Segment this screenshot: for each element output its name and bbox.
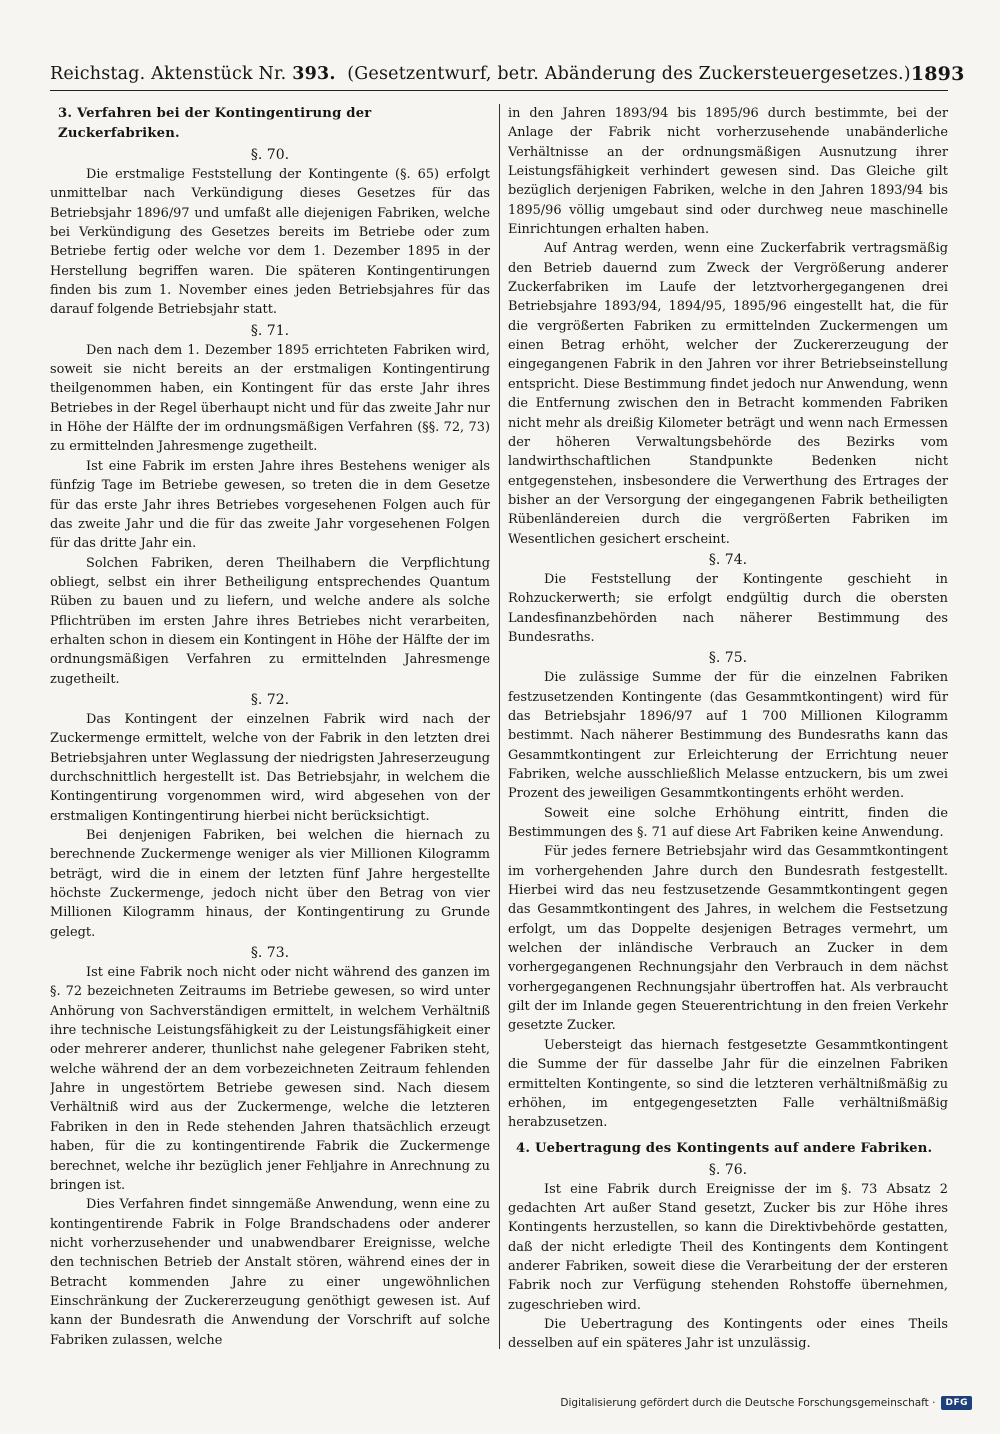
paragraph-number: §. 76. [708, 1161, 748, 1178]
paragraph-text: Ist eine Fabrik im ersten Jahre ihres Bestehens weniger als fünfzig Tage im Betriebe gewesen, so treten die in dem Gesetze für das erste Jahr ihres Betriebes vorgesehenen Folgen auch für das zweite Jahr und die für das zweite Jahr vorgesehenen Folgen für das dritte Jahr ein. [50, 458, 490, 552]
header-subject: (Gesetzentwurf, betr. Abänderung des Zuckersteuergesetzes.) [347, 64, 911, 84]
paragraph-number: §. 74. [708, 551, 748, 568]
document-number: 393. [292, 64, 336, 84]
paragraph-text: Ist eine Fabrik noch nicht oder nicht während des ganzen im §. 72 bezeichneten Zeitraums im Betriebe gewesen, so wird unter Anhörung von Sachverständigen ermittelt, in welchem Verhältniß ihre technische Leistungsfähigkeit zu der Leistungsfähigkeit einer oder mehrerer anderer, thunlichst nahe gelegener Fabriken steht, welche während der an dem vorbezeichneten Zeitraum fehlenden Jahre in ungestörtem Betriebe gewesen sind. Nach diesem Verhältniß wird aus der Zuckermenge, welche die letzteren Fabriken in den in Rede stehenden Jahren thatsächlich erzeugt haben, für die zu kontingentirende Fabrik die Zuckermenge berechnet, welche ihr bezüglich jener Fehljahre in Anrechnung zu bringen ist. [50, 965, 490, 1193]
paragraph-number: §. 71. [250, 322, 290, 339]
text-columns [50, 104, 948, 1364]
running-header [50, 58, 965, 91]
header-prefix: Reichstag. Aktenstück Nr. [50, 64, 287, 84]
credit-text: Digitalisierung gefördert durch die Deutsche Forschungsgemeinschaft · [560, 1397, 936, 1409]
paragraph-text: Solchen Fabriken, deren Theilhabern die Verpflichtung obliegt, selbst ein ihrer Betheiligung entsprechendes Quantum Rüben zu bauen und zu liefern, und welche andere als solche Pflichtrüben im ersten Jahre ihres Betriebes nicht verarbeiten, erhalten schon in diesem ein Kontingent in Höhe der Hälfte der im ordnungsmäßigen Verfahren zu ermittelnden Jahresmenge zugetheilt. [50, 555, 490, 687]
right-column [508, 104, 948, 1364]
digitization-credit [560, 1396, 972, 1410]
header-title [50, 64, 911, 84]
paragraph-text: Uebersteigt das hiernach festgesetzte Gesammtkontingent die Summe der für dasselbe Jahr für die einzelnen Fabriken ermittelten Kontingente, so sind die letzteren verhältnißmäßig zu erhöhen, im entgegengesetzten Falle verhältnißmäßig herabzusetzen. [508, 1037, 948, 1131]
paragraph-text: Auf Antrag werden, wenn eine Zuckerfabrik vertragsmäßig den Betrieb dauernd zum Zweck der Vergrößerung anderer Zuckerfabriken im Laufe der letztvorhergegangenen drei Betriebsjahre 1893/94, 1894/95, 1895/96 eingestellt hat, die für die vergrößerten Fabriken zu ermittelnden Zuckermengen um einen Betrag erhöht, welcher der Zuckererzeugung der eingegangenen Fabrik in den Jahren vor ihrer Betriebseinstellung entspricht. Diese Bestimmung findet jedoch nur Anwendung, wenn die Entfernung zwischen den in Betracht kommenden Fabriken nicht mehr als dreißig Kilometer beträgt und wenn nach Ermessen der höheren Verwaltungsbehörde des Bezirks vom landwirthschaftlichen Standpunkte Bedenken nicht entgegenstehen, insbesondere die Verwerthung des Ertrages der bisher an der Versorgung der eingegangenen Fabrik betheiligten Rübenländereien durch die vergrößerten Fabriken im Wesentlichen gesichert erscheint. [508, 241, 948, 547]
paragraph-text: Den nach dem 1. Dezember 1895 errichteten Fabriken wird, soweit sie nicht bereits an der erstmaligen Kontingentirung theilgenommen haben, ein Kontingent für das erste Jahr ihres Betriebes in der Regel überhaupt nicht und für das zweite Jahr nur in Höhe der Hälfte der im ordnungsmäßigen Verfahren (§§. 72, 73) zu ermittelnden Jahresmenge zugetheilt. [50, 342, 490, 455]
paragraph-number: §. 72. [250, 691, 290, 708]
paragraph-text: Für jedes fernere Betriebsjahr wird das Gesammtkontingent im vorhergehenden Jahre durch den Bundesrath festgestellt. Hierbei wird das neu festzusetzende Gesammtkontingent gegen das Gesammtkontingent des Jahres, in welchem die Festsetzung erfolgt, um das Doppelte desjenigen Betrages vermehrt, um welchen der inländische Verbrauch an Zucker in dem vorhergegangenen Rechnungsjahr den Verbrauch in dem nächst vorhergegangenen Rechnungsjahr übertroffen hat. Als verbraucht gilt der im Inlande gegen Steuerentrichtung in den freien Verkehr gesetzte Zucker. [508, 844, 948, 1034]
paragraph-text: Die zulässige Summe der für die einzelnen Fabriken festzusetzenden Kontingente (das Gesammtkontingent) wird für das Betriebsjahr 1896/97 auf 1 700 Millionen Kilogramm bestimmt. Nach näherer Bestimmung des Bundesraths kann das Gesammtkontingent zur Erleichterung der Errichtung neuer Fabriken, welche ausschließlich Melasse entzuckern, bis um zwei Prozent des jeweiligen Gesammtkontingents erhöht werden. [508, 670, 948, 802]
paragraph-text: Soweit eine solche Erhöhung eintritt, finden die Bestimmungen des §. 71 auf diese Art Fabriken keine Anwendung. [508, 805, 948, 841]
paragraph-text: Dies Verfahren findet sinngemäße Anwendung, wenn eine zu kontingentirende Fabrik in Folge Brandschadens oder anderer nicht vorherzusehender und unabwendbarer Ereignisse, welche den technischen Betrieb der Anstalt stören, während eines der in Betracht kommenden Jahre zu einer ungewöhnlichen Einschränkung der Zuckererzeugung genöthigt gewesen ist. Auf kann der Bundesrath die Anwendung der Vorschrift auf solche Fabriken zulassen, welche [50, 1197, 490, 1348]
paragraph-text: Bei denjenigen Fabriken, bei welchen die hiernach zu berechnende Zuckermenge weniger als vier Millionen Kilogramm beträgt, wird die in einem der letzten fünf Jahre hergestellte höchste Zuckermenge, jedoch nicht über den Betrag von vier Millionen Kilogramm hinaus, der Kontingentirung zu Grunde gelegt. [50, 828, 490, 940]
page-number: 1893 [910, 63, 965, 85]
paragraph-number: §. 75. [708, 650, 748, 667]
section-heading-4: 4. Uebertragung des Kontingents auf andere Fabriken. [516, 1140, 933, 1156]
paragraph-text: Die Uebertragung des Kontingents oder eines Theils desselben auf ein späteres Jahr ist unzulässig. [508, 1316, 948, 1352]
paragraph-number: §. 73. [250, 945, 290, 962]
section-heading-3: 3. Verfahren bei der Kontingentirung der Zuckerfabriken. [58, 106, 372, 141]
paragraph-text: Die Feststellung der Kontingente geschieht in Rohzuckerwerth; sie erfolgt endgültig durch die obersten Landesfinanzbehörden nach näherer Bestimmung des Bundesraths. [508, 571, 948, 645]
paragraph-text: Die erstmalige Feststellung der Kontingente (§. 65) erfolgt unmittelbar nach Verkündigung dieses Gesetzes für das Betriebsjahr 1896/97 und umfaßt alle diejenigen Fabriken, welche bei Verkündigung des Gesetzes bereits im Betriebe oder zum Betriebe fertig oder welche vor dem 1. Dezember 1895 in der Herstellung begriffen waren. Die späteren Kontingentirungen finden bis zum 1. November eines jeden Betriebsjahres für das darauf folgende Betriebsjahr statt. [50, 167, 490, 318]
dfg-logo-icon: DFG [941, 1396, 972, 1410]
paragraph-text: in den Jahren 1893/94 bis 1895/96 durch bestimmte, bei der Anlage der Fabrik nicht vorherzusehende unabänderliche Verhältnisse an der ordnungsmäßigen Ausnutzung ihrer Leistungsfähigkeit verhindert gewesen sind. Das Gleiche gilt bezüglich derjenigen Fabriken, welche in den Jahren 1893/94 bis 1895/96 völlig umgebaut sind oder durchweg neue maschinelle Einrichtungen erhalten haben. [508, 106, 948, 238]
paragraph-text: Ist eine Fabrik durch Ereignisse der im §. 73 Absatz 2 gedachten Art außer Stand gesetzt, Zucker bis zur Höhe ihres Kontingents herzustellen, so kann die Direktivbehörde gestatten, daß der nicht erledigte Theil des Kontingents dem Kontingent anderer Fabriken, soweit diese die Verarbeitung der der ersteren Fabrik noch zur Verfügung stehenden Rohstoffe übernehmen, zugeschrieben wird. [508, 1181, 948, 1313]
paragraph-number: §. 70. [250, 147, 290, 163]
left-column [50, 104, 490, 1364]
paragraph-text: Das Kontingent der einzelnen Fabrik wird nach der Zuckermenge ermittelt, welche von der Fabrik in den letzten drei Betriebsjahren unter Weglassung der niedrigsten Jahreserzeugung durchschnittlich hergestellt ist. Das Betriebsjahr, in welchem die Kontingentirung vorgenommen wird, wird abgesehen von der erstmaligen Kontingentirung hierbei nicht berücksichtigt. [50, 711, 490, 824]
